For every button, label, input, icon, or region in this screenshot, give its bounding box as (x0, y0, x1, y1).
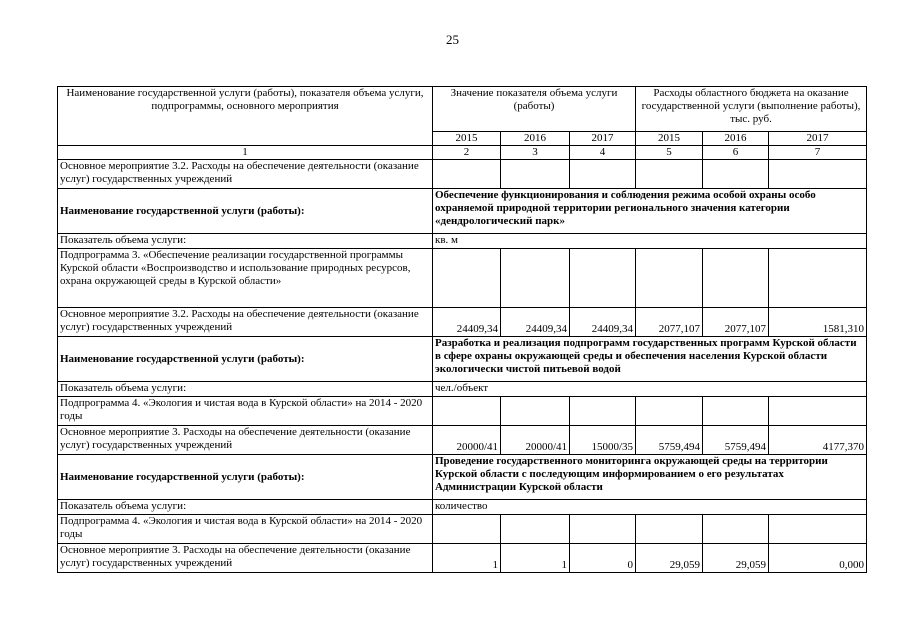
indicator-value: чел./объект (433, 382, 867, 397)
value-cell: 1 (433, 544, 501, 573)
indicator-row (58, 234, 867, 249)
value-cell: 2077,107 (636, 308, 703, 337)
service-name-value: Обеспечение функционирования и соблюдения режима особой охраны особо охраняемой природной территории регионального значения категории «дендрологический парк» (433, 189, 867, 234)
col-number: 4 (570, 146, 636, 160)
service-name-label: Наименование государственной услуги (работы): (58, 189, 433, 234)
column-numbers-row (58, 146, 867, 160)
value-cell: 20000/41 (501, 426, 570, 455)
service-name-value: Разработка и реализация подпрограмм государственных программ Курской области в сфере охраны окружающей среды и обеспечения населения Курской области экологически чистой питьевой водой (433, 337, 867, 382)
indicator-row (58, 500, 867, 515)
activity-label: Основное мероприятие 3. Расходы на обеспечение деятельности (оказание услуг) государственных учреждений (58, 426, 433, 455)
header-row (58, 87, 867, 132)
budget-table (57, 86, 867, 573)
year-cell: 2017 (769, 132, 867, 146)
service-name-value: Проведение государственного мониторинга окружающей среды на территории Курской области с последующим информированием о его результатах Администрации Курской области (433, 455, 867, 500)
col-number: 6 (703, 146, 769, 160)
service-name-label: Наименование государственной услуги (работы): (58, 455, 433, 500)
table-row (58, 308, 867, 337)
value-cell: 5759,494 (636, 426, 703, 455)
value-cell: 24409,34 (433, 308, 501, 337)
value-cell: 29,059 (703, 544, 769, 573)
col-number: 5 (636, 146, 703, 160)
indicator-row (58, 382, 867, 397)
table-row (58, 515, 867, 544)
col-number: 7 (769, 146, 867, 160)
value-cell: 0,000 (769, 544, 867, 573)
table-row (58, 249, 867, 308)
header-budget: Расходы областного бюджета на оказание государственной услуги (выполнение работы), тыс. руб. (636, 87, 867, 132)
year-cell: 2017 (570, 132, 636, 146)
value-cell: 0 (570, 544, 636, 573)
service-row (58, 189, 867, 234)
col-number: 3 (501, 146, 570, 160)
value-cell: 20000/41 (433, 426, 501, 455)
table-row (58, 160, 867, 189)
year-cell: 2015 (433, 132, 501, 146)
value-cell: 2077,107 (703, 308, 769, 337)
col-number: 1 (58, 146, 433, 160)
year-cell: 2015 (636, 132, 703, 146)
table-row (58, 397, 867, 426)
activity-label: Основное мероприятие 3.2. Расходы на обеспечение деятельности (оказание услуг) государственных учреждений (58, 308, 433, 337)
indicator-label: Показатель объема услуги: (58, 234, 433, 249)
value-cell: 5759,494 (703, 426, 769, 455)
activity-label: Основное мероприятие 3.2. Расходы на обеспечение деятельности (оказание услуг) государственных учреждений (58, 160, 433, 189)
value-cell: 1 (501, 544, 570, 573)
value-cell: 1581,310 (769, 308, 867, 337)
table-row (58, 426, 867, 455)
service-row (58, 455, 867, 500)
indicator-value: количество (433, 500, 867, 515)
header-volume: Значение показателя объема услуги (работы) (433, 87, 636, 132)
program-label: Подпрограмма 4. «Экология и чистая вода в Курской области» на 2014 - 2020 годы (58, 515, 433, 544)
indicator-label: Показатель объема услуги: (58, 382, 433, 397)
program-label: Подпрограмма 3. «Обеспечение реализации государственной программы Курской области «Воспроизводство и использование природных ресурсов, охрана окружающей среды в Курской области» (58, 249, 433, 308)
value-cell: 29,059 (636, 544, 703, 573)
indicator-value: кв. м (433, 234, 867, 249)
activity-label: Основное мероприятие 3. Расходы на обеспечение деятельности (оказание услуг) государственных учреждений (58, 544, 433, 573)
value-cell: 15000/35 (570, 426, 636, 455)
page-number: 25 (446, 32, 459, 47)
value-cell: 24409,34 (501, 308, 570, 337)
year-cell: 2016 (501, 132, 570, 146)
service-row (58, 337, 867, 382)
value-cell: 24409,34 (570, 308, 636, 337)
value-cell: 4177,370 (769, 426, 867, 455)
service-name-label: Наименование государственной услуги (работы): (58, 337, 433, 382)
year-cell: 2016 (703, 132, 769, 146)
program-label: Подпрограмма 4. «Экология и чистая вода в Курской области» на 2014 - 2020 годы (58, 397, 433, 426)
indicator-label: Показатель объема услуги: (58, 500, 433, 515)
header-col-name: Наименование государственной услуги (работы), показателя объема услуги, подпрограммы, основного мероприятия (58, 87, 433, 146)
col-number: 2 (433, 146, 501, 160)
table-row (58, 544, 867, 573)
